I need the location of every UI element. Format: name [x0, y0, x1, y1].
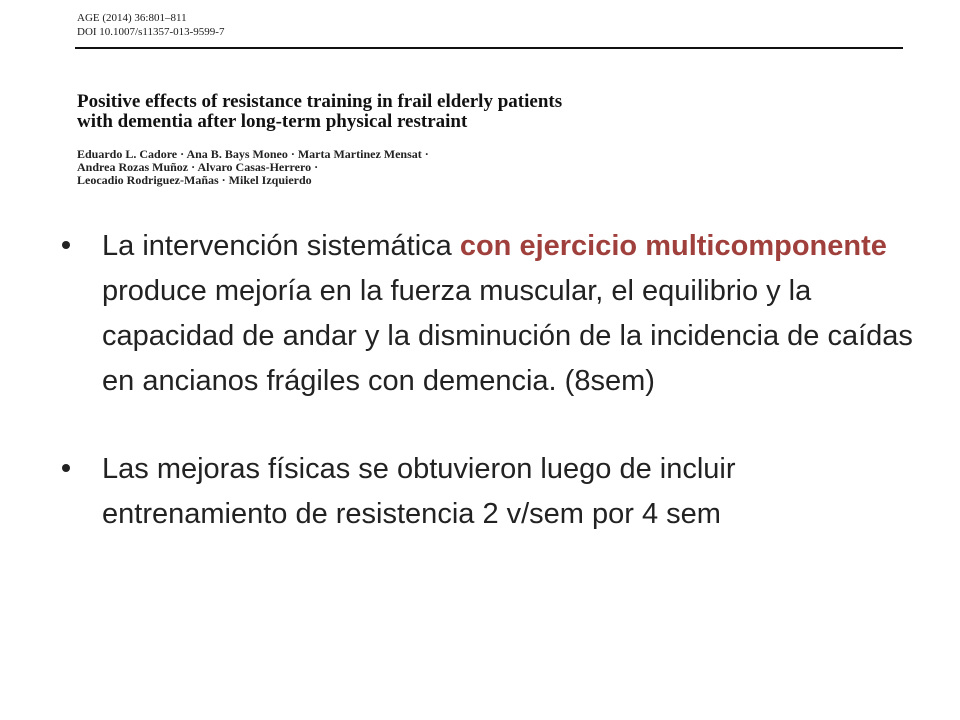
bullet-dot-icon — [62, 241, 70, 249]
bullet-text: Las mejoras físicas se obtuvieron luego de incluir entrenamiento de resistencia 2 v/sem por 4 sem — [102, 453, 736, 530]
article-title-line-2: with dementia after long-term physical restraint — [77, 111, 468, 132]
header-divider — [75, 47, 903, 49]
article-authors — [77, 148, 429, 187]
author-line-1: Eduardo L. Cadore · Ana B. Bays Moneo · Marta Martinez Mensat · — [77, 147, 429, 161]
bullet-item-improvements — [62, 447, 922, 537]
journal-line: AGE (2014) 36:801–811 — [77, 12, 187, 24]
bullet-text-suffix: produce mejoría en la fuerza muscular, el equilibrio y la capacidad de andar y la disminución de la incidencia de caídas en ancianos frágiles con demencia. (8sem) — [102, 275, 913, 397]
journal-citation — [77, 11, 224, 39]
bullet-text-prefix: La intervención sistemática — [102, 230, 460, 262]
doi-line: DOI 10.1007/s11357-013-9599-7 — [77, 26, 225, 38]
bullet-item-intervention — [62, 224, 922, 404]
article-title-line-1: Positive effects of resistance training in frail elderly patients — [77, 91, 563, 112]
bullet-dot-icon — [62, 464, 70, 472]
author-line-2: Andrea Rozas Muñoz · Alvaro Casas-Herrero · — [77, 160, 319, 174]
bullet-highlight: con ejercicio multicomponente — [459, 230, 887, 262]
bullet-list — [62, 224, 922, 537]
article-header-image — [0, 0, 960, 200]
author-line-3: Leocadio Rodriguez-Mañas · Mikel Izquierdo — [77, 173, 312, 187]
article-title — [77, 92, 907, 132]
